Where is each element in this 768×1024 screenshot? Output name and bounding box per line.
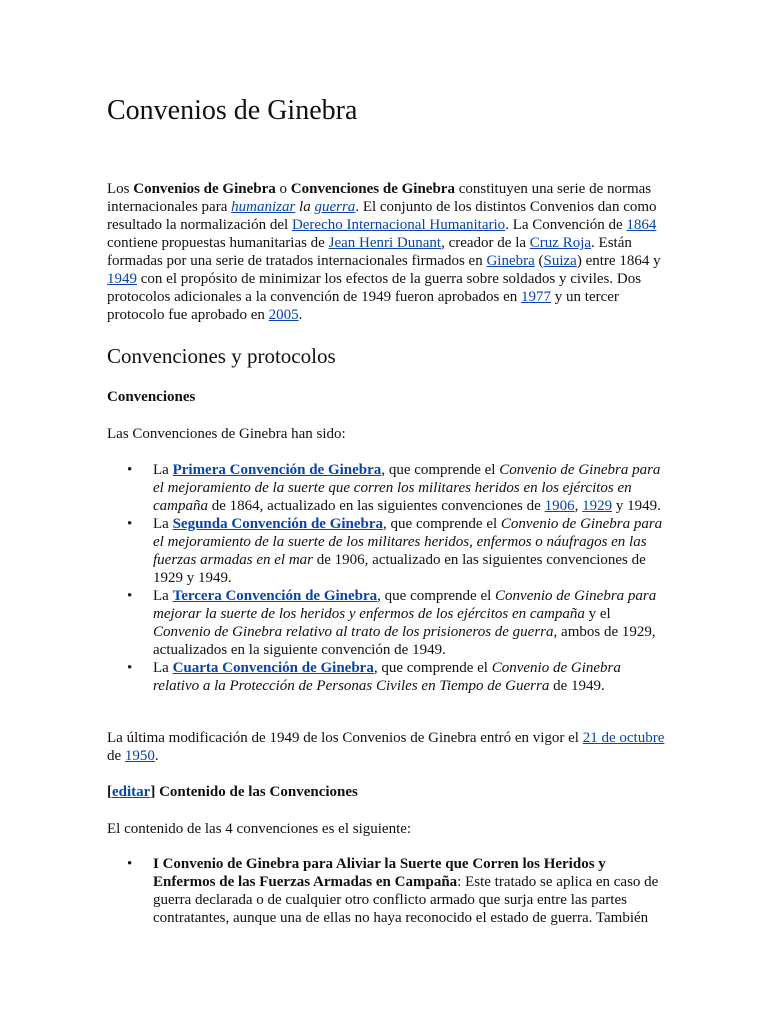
link-suiza[interactable]: Suiza <box>543 253 577 269</box>
subsection-heading-convenciones: Convenciones <box>107 389 196 405</box>
link-1950[interactable]: 1950 <box>124 748 155 764</box>
link-primera-convencion[interactable]: Primera Convención de Ginebra <box>172 462 382 478</box>
section-heading-convenciones-protocolos: Convenciones y protocolos <box>107 344 336 368</box>
link-1864[interactable]: 1864 <box>626 217 657 233</box>
link-humanizar[interactable]: humanizar <box>231 199 296 215</box>
link-derecho-internacional-humanitario[interactable]: Derecho Internacional Humanitario <box>291 217 506 233</box>
link-cruz-roja[interactable]: Cruz Roja <box>529 235 592 251</box>
convenciones-lead-text: Las Convenciones de Ginebra han sido: <box>107 426 346 442</box>
last-modification-paragraph: La última modificación de 1949 de los Convenios de Ginebra entró en vigor el 21 de octubre de 1950. <box>107 730 665 764</box>
link-1929[interactable]: 1929 <box>582 498 613 514</box>
bullet-marker: • <box>127 516 133 532</box>
link-21-de-octubre[interactable]: 21 de octubre <box>582 730 665 746</box>
convenio-i-title: I Convenio de Ginebra para Aliviar la Suerte que Corren los Heridos y Enfermos de las Fuerzas Armadas en Campaña <box>153 856 606 890</box>
bullet-marker: • <box>127 856 133 872</box>
bullet-marker: • <box>127 660 133 676</box>
link-cuarta-convencion[interactable]: Cuarta Convención de Ginebra <box>172 660 374 676</box>
link-1906[interactable]: 1906 <box>544 498 575 514</box>
section-heading-contenido: [editar] Contenido de las Convenciones <box>107 784 358 800</box>
contenido-list <box>107 855 667 927</box>
convenciones-list <box>107 461 667 695</box>
link-tercera-convencion[interactable]: Tercera Convención de Ginebra <box>172 588 378 604</box>
contenido-lead-text: El contenido de las 4 convenciones es el siguiente: <box>107 821 412 837</box>
link-jean-henri-dunant[interactable]: Jean Henri Dunant <box>328 235 442 251</box>
list-item: • La Segunda Convención de Ginebra, que comprende el Convenio de Ginebra para el mejoramiento de la suerte de los militares heridos, enfermos o náufragos en las fuerzas armadas en el mar de 1906, actualizado en las siguientes convenciones de 1929 y 1949. <box>127 516 663 586</box>
edit-link[interactable]: editar <box>112 784 151 800</box>
link-1949[interactable]: 1949 <box>107 271 137 287</box>
link-ginebra[interactable]: Ginebra <box>486 253 535 269</box>
bold-term-convenciones: Convenciones de Ginebra <box>290 181 455 197</box>
list-item: • La Tercera Convención de Ginebra, que comprende el Convenio de Ginebra para mejorar la suerte de los heridos y enfermos de los ejércitos en campaña y el Convenio de Ginebra relativo al trato de los prisioneros de guerra, ambos de 1929, actualizados en la siguiente convención de 1949. <box>127 588 657 658</box>
bold-term-convenios: Convenios de Ginebra <box>133 181 276 197</box>
list-item: • I Convenio de Ginebra para Aliviar la Suerte que Corren los Heridos y Enfermos de las Fuerzas Armadas en Campaña: Este tratado se aplica en caso de guerra declarada o de cualquier otro conflicto armado que surja entre las partes contratantes, aunque una de ellas no haya reconocido el estado de guerra. También <box>127 856 659 926</box>
link-guerra[interactable]: guerra <box>314 199 356 215</box>
bullet-marker: • <box>127 462 133 478</box>
link-2005[interactable]: 2005 <box>268 307 299 323</box>
bullet-marker: • <box>127 588 133 604</box>
link-1977[interactable]: 1977 <box>521 289 552 305</box>
link-segunda-convencion[interactable]: Segunda Convención de Ginebra <box>172 516 384 532</box>
page-title: Convenios de Ginebra <box>107 95 358 126</box>
list-item: • La Primera Convención de Ginebra, que comprende el Convenio de Ginebra para el mejoramiento de la suerte que corren los militares heridos en los ejércitos en campaña de 1864, actualizado en las siguientes convenciones de 1906, 1929 y 1949. <box>127 462 661 514</box>
intro-paragraph: Los Convenios de Ginebra o Convenciones de Ginebra constituyen una serie de normas internacionales para humanizar la guerra. El conjunto de los distintos Convenios dan como resultado la normalización del Derecho Internacional Humanitario. La Convención de 1864 contiene propuestas humanitarias de Jean Henri Dunant, creador de la Cruz Roja. Están formadas por una serie de tratados internacionales firmados en Ginebra (Suiza) entre 1864 y 1949 con el propósito de minimizar los efectos de la guerra sobre soldados y civiles. Dos protocolos adicionales a la convención de 1949 fueron aprobados en 1977 y un tercer protocolo fue aprobado en 2005. <box>107 181 661 323</box>
list-item: • La Cuarta Convención de Ginebra, que comprende el Convenio de Ginebra relativo a la Protección de Personas Civiles en Tiempo de Guerra de 1949. <box>127 660 621 694</box>
